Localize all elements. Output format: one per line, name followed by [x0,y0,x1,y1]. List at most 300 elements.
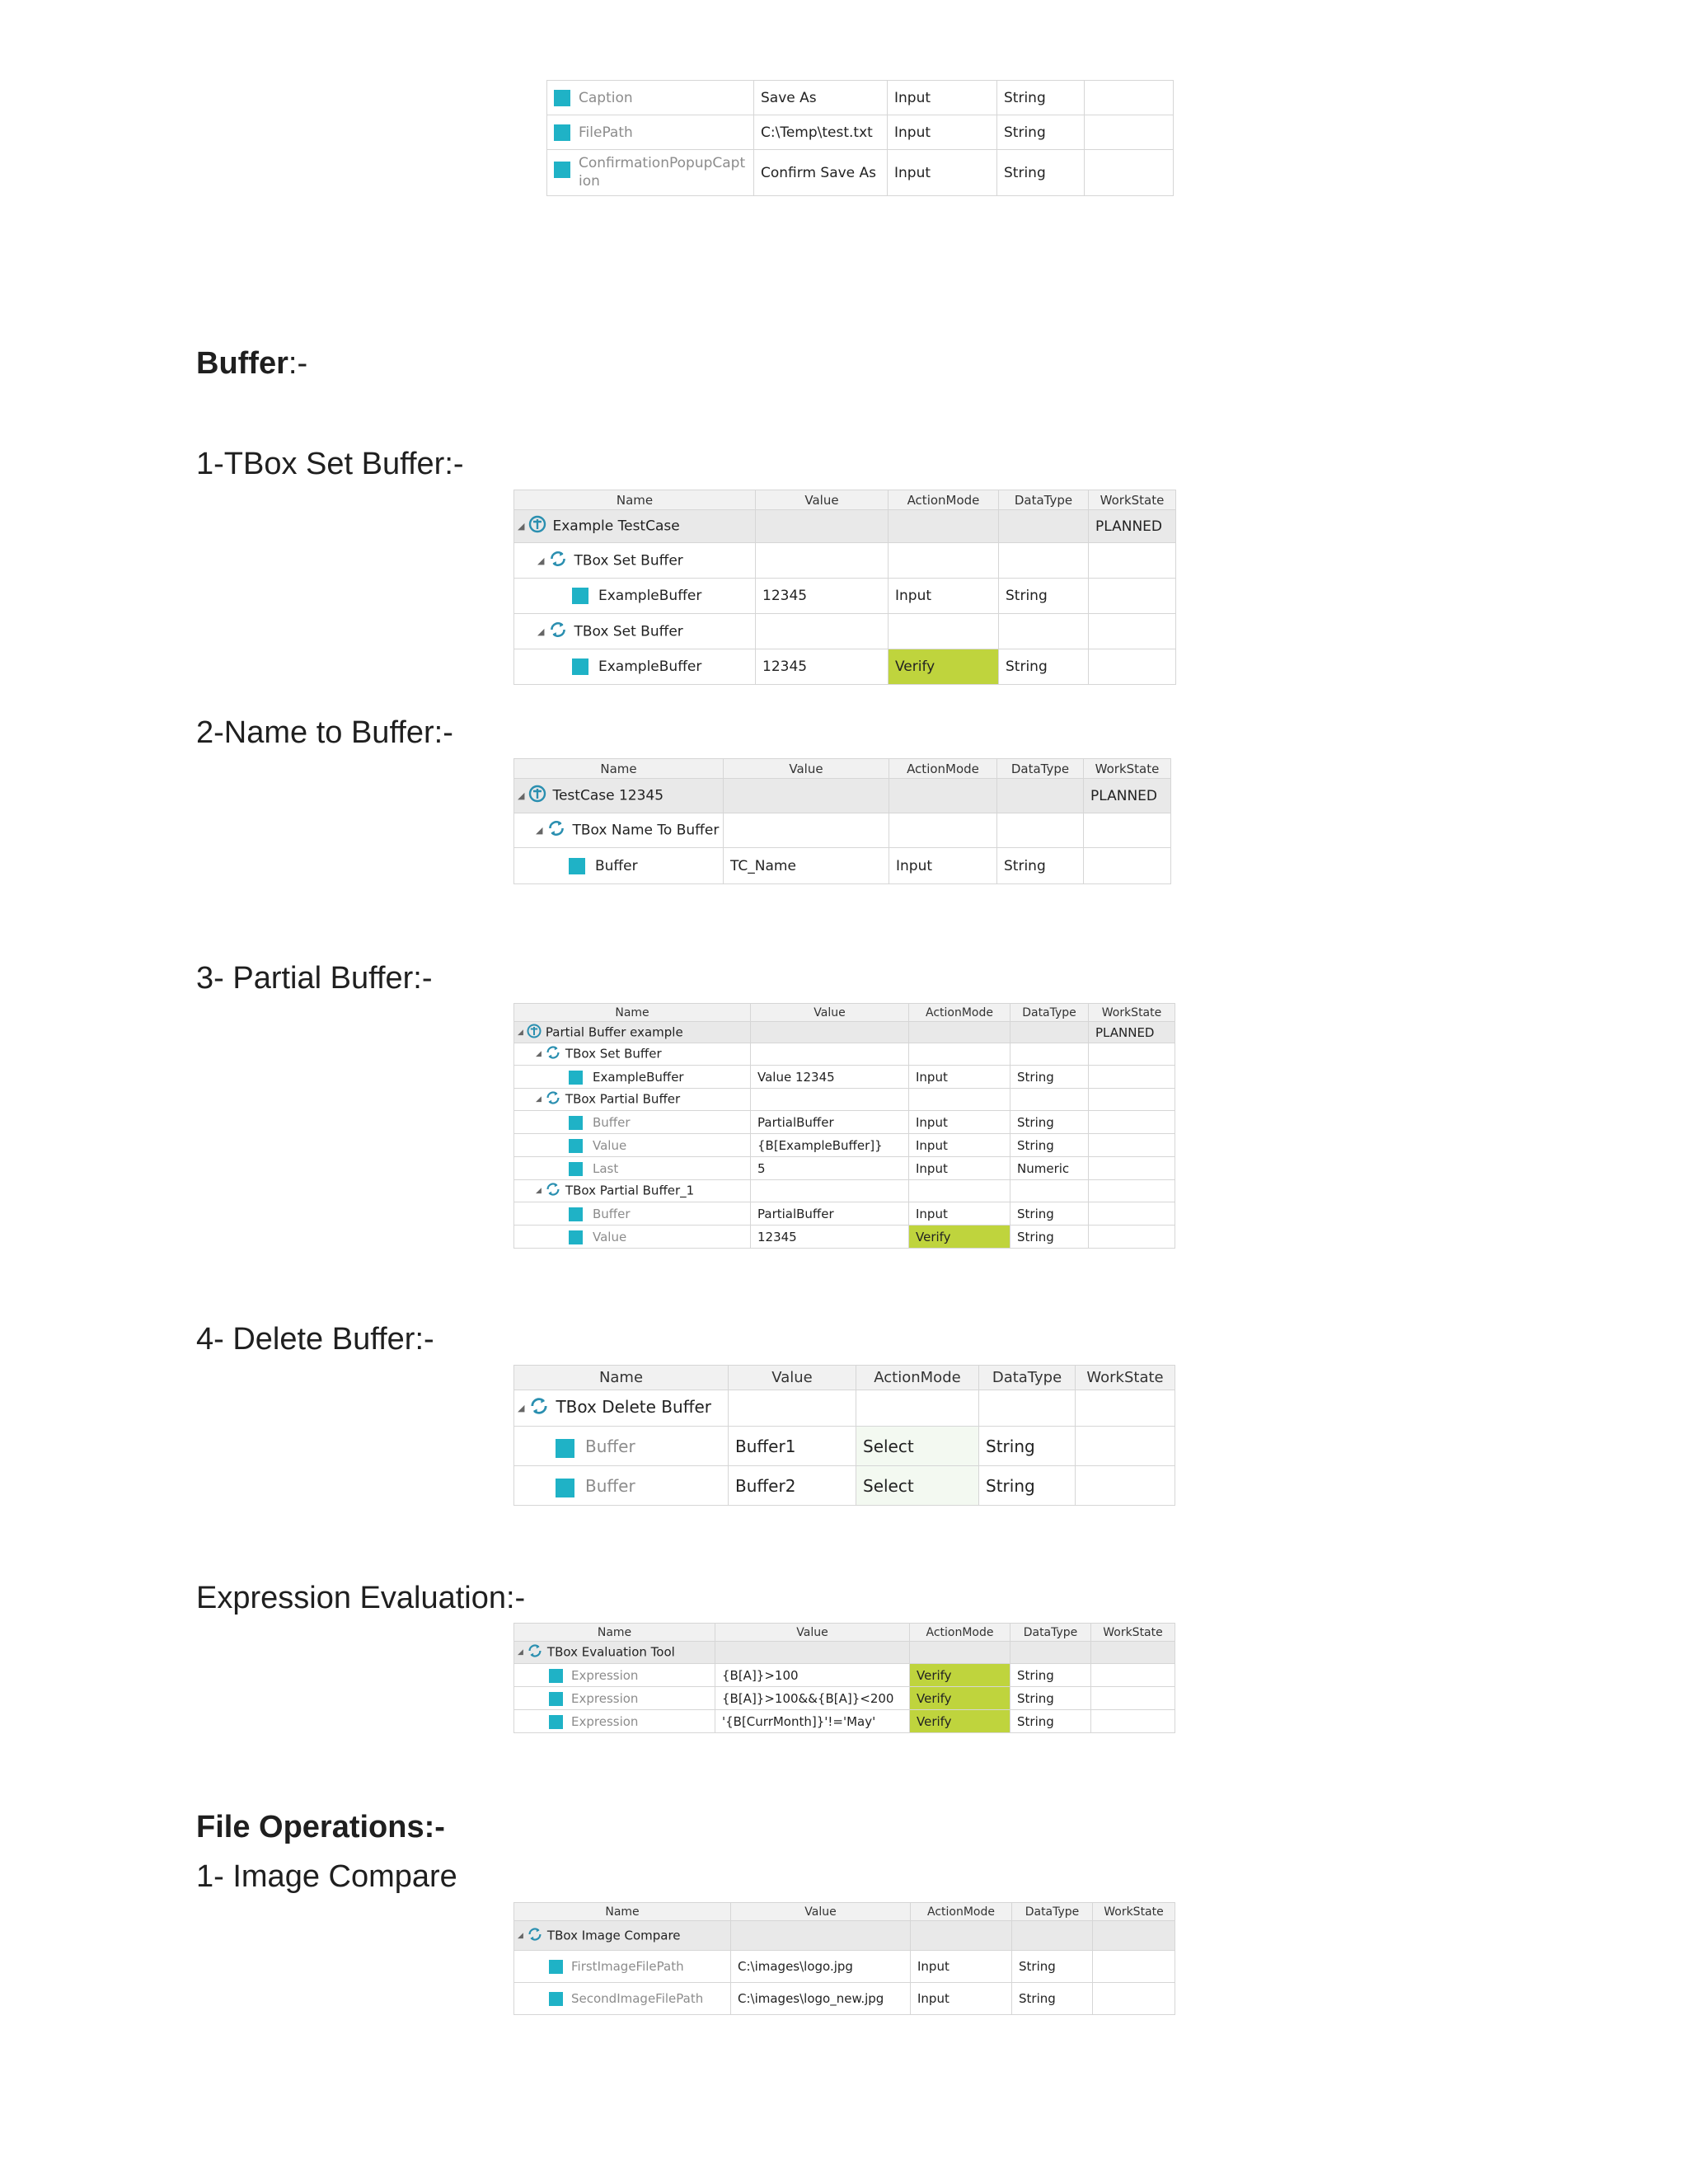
module-refresh-icon [547,619,569,644]
column-header-data-type[interactable]: DataType [979,1366,1076,1390]
value-cell [724,779,889,813]
work-state-cell [1085,150,1174,196]
column-header-value[interactable]: Value [731,1903,911,1921]
column-header-value[interactable]: Value [751,1004,909,1022]
parameter-square-icon [549,1992,563,2006]
work-state-cell [1089,1157,1175,1180]
work-state-cell [1089,1134,1175,1157]
module-refresh-icon [547,548,569,574]
module-row[interactable] [514,614,1176,649]
parameter-square-icon [549,1960,563,1974]
data-type-cell[interactable]: String [1010,1226,1089,1249]
column-header-data-type[interactable]: DataType [1010,1004,1089,1022]
expand-arrow-icon[interactable]: ◢ [518,1931,523,1940]
column-header-work-state[interactable]: WorkState [1089,490,1176,510]
data-type-cell [979,1390,1076,1427]
expand-arrow-icon[interactable]: ◢ [518,1648,523,1657]
cell-text: TBox Image Compare [546,1928,681,1943]
data-type-cell [1010,1180,1089,1202]
action-mode-cell[interactable]: Select [856,1427,979,1466]
value-cell [756,543,889,579]
table-row [514,1951,1175,1983]
parameter-square-icon [556,1439,574,1458]
value-cell[interactable]: C:\images\logo_new.jpg [731,1983,911,2015]
value-cell[interactable]: PartialBuffer [751,1111,909,1134]
value-cell[interactable]: Save As [754,81,888,115]
name-cell [514,1157,751,1180]
expand-arrow-icon[interactable]: ◢ [518,790,525,801]
action-mode-cell[interactable]: Verify [909,1226,1010,1249]
expand-arrow-icon[interactable]: ◢ [536,1050,542,1058]
action-mode-cell[interactable]: Verify [910,1710,1010,1733]
action-mode-cell [889,543,999,579]
data-type-cell [999,510,1089,543]
name-cell [514,1043,751,1066]
value-cell[interactable]: Confirm Save As [754,150,888,196]
name-cell [514,1642,715,1664]
partial-buffer-table [513,1003,1175,1249]
work-state-cell [1091,1687,1175,1710]
data-type-cell[interactable]: String [1010,1687,1091,1710]
cell-text: Partial Buffer example [545,1024,683,1039]
set-buffer-table [513,490,1176,685]
module-row[interactable] [514,1642,1175,1664]
name-cell [514,543,756,579]
action-mode-cell[interactable]: Verify [910,1687,1010,1710]
data-type-cell [999,543,1089,579]
column-header-data-type[interactable]: DataType [997,759,1084,779]
data-type-cell [999,614,1089,649]
value-cell [751,1043,909,1066]
table-row [514,1687,1175,1710]
parameter-square-icon [556,1479,574,1497]
name-cell [514,1111,751,1134]
cell-text: Value [593,1137,627,1153]
table-row [514,649,1176,685]
value-cell [751,1022,909,1043]
cell-text: FirstImageFilePath [571,1959,684,1974]
parameter-square-icon [569,1162,583,1176]
buffer-heading-bold: Buffer [196,346,288,381]
data-type-cell[interactable]: Numeric [1010,1157,1089,1180]
work-state-cell [1084,813,1171,848]
cell-text: Buffer [595,857,638,874]
name-cell [514,1022,751,1043]
name-cell [514,1687,715,1710]
cell-text: TBox Evaluation Tool [546,1644,675,1660]
column-header-action-mode[interactable]: ActionMode [856,1366,979,1390]
module-row[interactable] [514,543,1176,579]
data-type-cell[interactable]: String [1012,1951,1093,1983]
cell-text: ExampleBuffer [598,588,702,604]
work-state-cell [1089,649,1176,685]
name-cell [514,1202,751,1226]
table-row [514,1466,1175,1506]
data-type-cell [1010,1089,1089,1111]
expand-arrow-icon[interactable]: ◢ [537,555,545,566]
name-cell [547,81,754,115]
cell-text: Expression [571,1667,639,1683]
data-type-cell[interactable]: String [999,579,1089,614]
value-cell[interactable]: 5 [751,1157,909,1180]
name-cell [514,1664,715,1687]
delete-buffer-heading: 4- Delete Buffer:- [196,1322,434,1357]
work-state-cell [1089,1111,1175,1134]
table-row [514,1427,1175,1466]
module-refresh-icon [546,818,567,843]
column-header-data-type[interactable]: DataType [1010,1624,1091,1642]
table-header-row [514,1004,1175,1022]
work-state-cell: PLANNED [1089,1022,1175,1043]
work-state-cell [1089,579,1176,614]
value-cell[interactable]: TC_Name [724,848,889,884]
work-state-cell [1085,81,1174,115]
parameter-square-icon [572,658,588,675]
data-type-cell[interactable]: String [1012,1983,1093,2015]
value-cell[interactable]: {B[A]}>100 [715,1664,910,1687]
module-refresh-icon [526,1642,544,1663]
parameter-square-icon [549,1669,563,1683]
table-header-row [514,759,1171,779]
action-mode-cell[interactable]: Input [889,848,997,884]
value-cell [729,1390,856,1427]
parameter-square-icon [554,90,570,106]
action-mode-cell[interactable]: Select [856,1466,979,1506]
cell-text: SecondImageFilePath [571,1991,704,2006]
data-type-cell [997,813,1084,848]
value-cell[interactable]: PartialBuffer [751,1202,909,1226]
value-cell[interactable]: 12345 [756,579,889,614]
buffer-heading-suffix: :- [288,346,308,381]
work-state-cell [1089,1226,1175,1249]
work-state-cell: PLANNED [1089,510,1176,543]
value-cell[interactable]: Value 12345 [751,1066,909,1089]
column-header-work-state[interactable]: WorkState [1076,1366,1175,1390]
work-state-cell: PLANNED [1084,779,1171,813]
value-cell[interactable]: {B[A]}>100&&{B[A]}<200 [715,1687,910,1710]
work-state-cell [1091,1710,1175,1733]
name-cell [514,848,724,884]
cell-text: Buffer [593,1114,631,1130]
column-header-value[interactable]: Value [729,1366,856,1390]
cell-text: Buffer [585,1436,635,1456]
value-cell [724,813,889,848]
table-row [514,1202,1175,1226]
work-state-cell [1093,1951,1175,1983]
parameter-square-icon [569,858,585,874]
name-cell [514,1951,731,1983]
table-row [514,1983,1175,2015]
module-refresh-icon [544,1180,562,1202]
module-row[interactable] [514,1921,1175,1951]
cell-text: Last [593,1160,619,1176]
set-buffer-heading: 1-TBox Set Buffer:- [196,447,464,481]
table-row [547,81,1174,115]
data-type-cell[interactable]: String [997,150,1085,196]
table-header-row [514,490,1176,510]
value-cell[interactable]: Buffer2 [729,1466,856,1506]
expand-arrow-icon[interactable]: ◢ [518,1403,525,1413]
data-type-cell [1010,1022,1089,1043]
module-row[interactable] [514,1390,1175,1427]
data-type-cell[interactable]: String [997,81,1085,115]
table-row [514,1710,1175,1733]
value-cell[interactable]: 12345 [751,1226,909,1249]
work-state-cell [1089,614,1176,649]
expand-arrow-icon[interactable]: ◢ [518,521,525,532]
name-cell [514,1390,729,1427]
work-state-cell [1089,1202,1175,1226]
column-header-name[interactable]: Name [514,490,756,510]
value-cell [751,1180,909,1202]
data-type-cell[interactable]: String [997,115,1085,150]
module-row[interactable] [514,1043,1175,1066]
testcase-icon [528,784,547,808]
table-row [514,1111,1175,1134]
expand-arrow-icon[interactable]: ◢ [537,626,545,637]
expand-arrow-icon[interactable]: ◢ [518,1028,523,1037]
cell-text: Buffer [585,1475,635,1496]
name-to-buffer-heading: 2-Name to Buffer:- [196,715,453,750]
work-state-cell [1091,1642,1175,1664]
action-mode-cell[interactable]: Input [909,1202,1010,1226]
action-mode-cell [909,1089,1010,1111]
table-row [514,1226,1175,1249]
column-header-name[interactable]: Name [514,1903,731,1921]
data-type-cell[interactable]: String [1010,1202,1089,1226]
testcase-icon [528,514,547,538]
action-mode-cell[interactable]: Input [909,1134,1010,1157]
column-header-name[interactable]: Name [514,1624,715,1642]
data-type-cell [1012,1921,1093,1951]
name-cell [514,649,756,685]
column-header-value[interactable]: Value [756,490,889,510]
action-mode-cell[interactable]: Input [888,150,997,196]
data-type-cell[interactable]: String [1010,1134,1089,1157]
column-header-work-state[interactable]: WorkState [1093,1903,1175,1921]
parameter-square-icon [572,588,588,604]
table-row [514,1066,1175,1089]
column-header-action-mode[interactable]: ActionMode [909,1004,1010,1022]
value-cell [715,1642,910,1664]
column-header-action-mode[interactable]: ActionMode [910,1624,1010,1642]
action-mode-cell[interactable]: Input [889,579,999,614]
work-state-cell [1089,543,1176,579]
data-type-cell[interactable]: String [1010,1111,1089,1134]
cell-text: ExampleBuffer [598,658,702,675]
partial-buffer-heading: 3- Partial Buffer:- [196,961,433,996]
action-mode-cell[interactable]: Input [909,1111,1010,1134]
value-cell[interactable]: Buffer1 [729,1427,856,1466]
table-header-row [514,1903,1175,1921]
name-cell [547,150,754,196]
name-cell [514,614,756,649]
column-header-work-state[interactable]: WorkState [1091,1624,1175,1642]
column-header-name[interactable]: Name [514,759,724,779]
column-header-work-state[interactable]: WorkState [1084,759,1171,779]
action-mode-cell[interactable]: Input [909,1066,1010,1089]
testcase-icon [526,1023,542,1043]
action-mode-cell[interactable]: Verify [889,649,999,685]
image-compare-heading: 1- Image Compare [196,1859,457,1894]
column-header-action-mode[interactable]: ActionMode [911,1903,1012,1921]
data-type-cell[interactable]: String [1010,1664,1091,1687]
action-mode-cell [909,1022,1010,1043]
table-header-row [514,1366,1175,1390]
work-state-cell [1091,1664,1175,1687]
column-header-data-type[interactable]: DataType [1012,1903,1093,1921]
value-cell [756,510,889,543]
data-type-cell[interactable]: String [997,848,1084,884]
action-mode-cell [856,1390,979,1427]
name-cell [514,579,756,614]
name-cell [514,1134,751,1157]
table-row [514,1134,1175,1157]
action-mode-cell[interactable]: Input [909,1157,1010,1180]
module-refresh-icon [526,1925,544,1947]
save-as-table [546,80,1174,196]
work-state-cell [1076,1427,1175,1466]
work-state-cell [1085,115,1174,150]
parameter-square-icon [569,1139,583,1153]
data-type-cell [1010,1642,1091,1664]
data-type-cell[interactable]: String [979,1466,1076,1506]
expression-evaluation-heading: Expression Evaluation:- [196,1581,526,1615]
buffer-section-heading [196,346,307,382]
cell-text: Caption [579,89,633,106]
action-mode-cell [910,1642,1010,1664]
cell-text: Value [593,1229,627,1244]
parameter-square-icon [554,162,570,178]
name-cell [514,1983,731,2015]
action-mode-cell[interactable]: Input [888,115,997,150]
value-cell[interactable]: {B[ExampleBuffer]} [751,1134,909,1157]
action-mode-cell[interactable]: Input [888,81,997,115]
expand-arrow-icon[interactable]: ◢ [536,825,543,836]
table-row [514,1664,1175,1687]
data-type-cell[interactable]: String [1010,1710,1091,1733]
name-cell [514,1226,751,1249]
name-cell [514,1466,729,1506]
parameter-square-icon [549,1692,563,1706]
column-header-action-mode[interactable]: ActionMode [889,490,999,510]
delete-buffer-table [513,1365,1175,1506]
work-state-cell [1089,1066,1175,1089]
value-cell[interactable]: 12345 [756,649,889,685]
work-state-cell [1093,1921,1175,1951]
name-cell [514,1089,751,1111]
cell-text: Buffer [593,1206,631,1221]
action-mode-cell[interactable]: Input [911,1951,1012,1983]
column-header-name[interactable]: Name [514,1004,751,1022]
data-type-cell [1010,1043,1089,1066]
column-header-work-state[interactable]: WorkState [1089,1004,1175,1022]
data-type-cell [997,779,1084,813]
work-state-cell [1093,1983,1175,2015]
column-header-value[interactable]: Value [715,1624,910,1642]
module-row[interactable] [514,813,1171,848]
action-mode-cell[interactable]: Verify [910,1664,1010,1687]
work-state-cell [1089,1043,1175,1066]
testcase-row[interactable] [514,510,1176,543]
parameter-square-icon [569,1116,583,1130]
cell-text: TBox Set Buffer [565,1046,662,1062]
data-type-cell[interactable]: String [1010,1066,1089,1089]
name-cell [547,115,754,150]
module-refresh-icon [544,1089,562,1110]
name-to-buffer-table [513,758,1171,884]
name-cell [514,1180,751,1202]
column-header-value[interactable]: Value [724,759,889,779]
action-mode-cell [889,813,997,848]
expression-evaluation-table [513,1623,1175,1733]
module-refresh-icon [528,1394,551,1422]
cell-text: Expression [571,1690,639,1706]
expand-arrow-icon[interactable]: ◢ [536,1095,542,1104]
cell-text: ExampleBuffer [593,1069,684,1085]
value-cell [751,1089,909,1111]
testcase-row[interactable] [514,1022,1175,1043]
image-compare-table [513,1902,1175,2015]
work-state-cell [1084,848,1171,884]
action-mode-cell [909,1043,1010,1066]
parameter-square-icon [569,1071,583,1085]
cell-text: TBox Name To Buffer [572,822,720,839]
column-header-data-type[interactable]: DataType [999,490,1089,510]
work-state-cell [1076,1466,1175,1506]
testcase-row[interactable] [514,779,1171,813]
value-cell[interactable]: C:\images\logo.jpg [731,1951,911,1983]
parameter-square-icon [549,1715,563,1729]
cell-text: Expression [571,1713,639,1729]
column-header-name[interactable]: Name [514,1366,729,1390]
file-operations-heading: File Operations:- [196,1810,445,1844]
action-mode-cell [889,510,999,543]
parameter-square-icon [569,1207,583,1221]
parameter-square-icon [569,1230,583,1244]
cell-text: TBox Set Buffer [574,552,683,569]
table-row [514,1157,1175,1180]
expand-arrow-icon[interactable]: ◢ [536,1187,542,1195]
work-state-cell [1089,1089,1175,1111]
value-cell[interactable]: '{B[CurrMonth]}'!='May' [715,1710,910,1733]
cell-text: TBox Partial Buffer_1 [565,1183,695,1198]
value-cell[interactable]: C:\Temp\test.txt [754,115,888,150]
action-mode-cell[interactable]: Input [911,1983,1012,2015]
name-cell [514,1066,751,1089]
cell-text: ConfirmationPopupCaption [579,155,746,190]
table-row [547,150,1174,196]
cell-text: TBox Delete Buffer [556,1397,711,1417]
value-cell [731,1921,911,1951]
action-mode-cell [909,1180,1010,1202]
data-type-cell[interactable]: String [999,649,1089,685]
data-type-cell[interactable]: String [979,1427,1076,1466]
cell-text: TBox Partial Buffer [565,1091,681,1107]
cell-text: TBox Set Buffer [574,623,683,640]
name-cell [514,813,724,848]
cell-text: TestCase 12345 [552,787,664,804]
column-header-action-mode[interactable]: ActionMode [889,759,997,779]
cell-text: Example TestCase [552,518,680,535]
module-row[interactable] [514,1089,1175,1111]
work-state-cell [1076,1390,1175,1427]
name-cell [514,510,756,543]
value-cell [756,614,889,649]
module-row[interactable] [514,1180,1175,1202]
table-row [514,848,1171,884]
table-header-row [514,1624,1175,1642]
